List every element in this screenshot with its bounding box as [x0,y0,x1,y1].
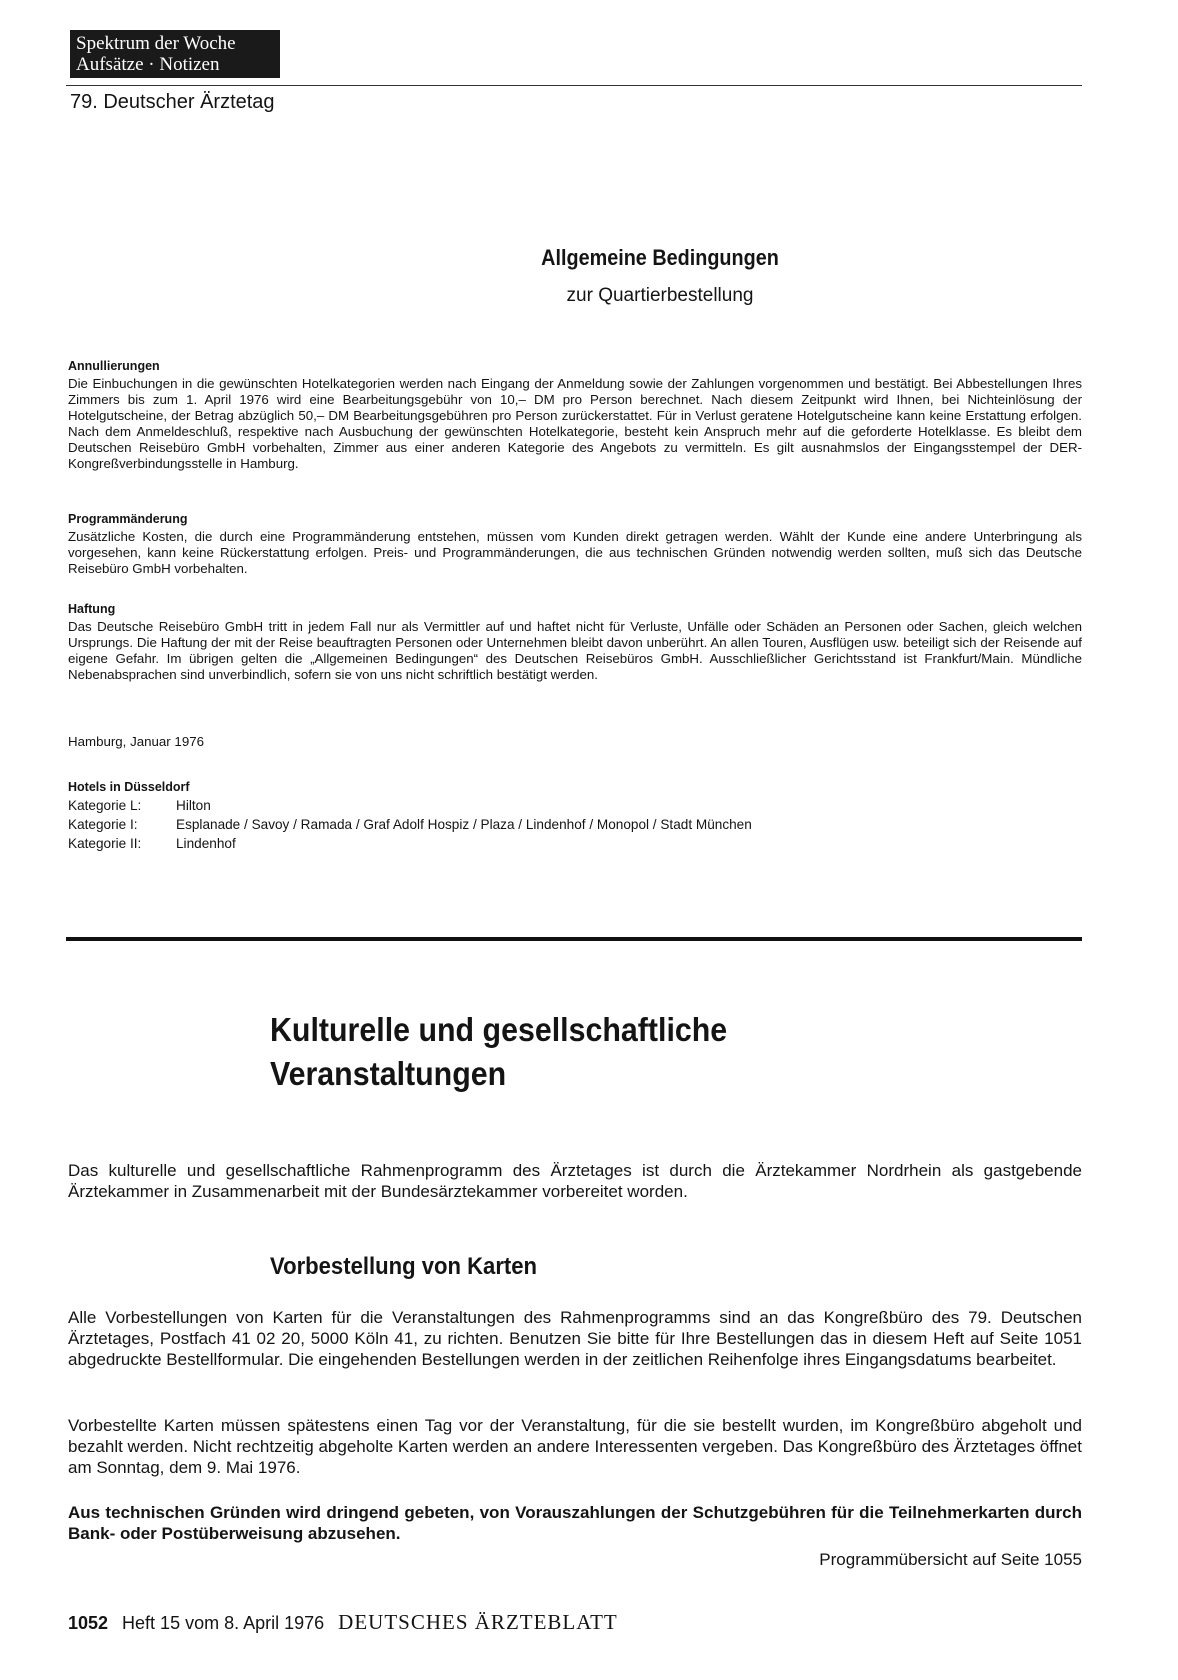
hotel-list [68,778,752,853]
section-haftung [68,601,1082,683]
hotel-names: Esplanade / Savoy / Ramada / Graf Adolf Hospiz / Plaza / Lindenhof / Monopol / Stadt München [176,817,752,832]
place-date-text: Hamburg, Januar 1976 [68,734,205,749]
events-title-line2: Veranstaltungen [270,1055,507,1092]
section-label-line2: Aufsätze · Notizen [76,54,220,75]
payment-notice: Aus technischen Gründen wird dringend gebeten, von Vorauszahlungen der Schutzgebühren für die Teilnehmerkarten durch Bank- oder Postüberweisung abzusehen. [68,1503,1082,1543]
section-heading: Annullierungen [68,359,160,373]
tickets-subtitle: Vorbestellung von Karten [270,1253,538,1280]
place-date [68,734,1082,750]
section-text: Die Einbuchungen in die gewünschten Hotelkategorien werden nach Eingang der Anmeldung sowie der Zahlungen vorgenommen und bestätigt. Bei Abbestellungen Ihres Zimmers bis zum 1. April 1976 wird eine Bearbeitungsgebühr von 10,– DM pro Person berechnet. Nach diesem Zeitpunkt wird Ihnen, bei Nichteinlösung der Hotelgutscheine, der Betrag abzüglich 50,– DM Bearbeitungsgebühren pro Person zurückerstattet. Für in Verlust geratene Hotelgutscheine kann keine Erstattung erfolgen. Nach dem Anmeldeschluß, respektive nach Ausbuchung der gewünschten Hotelkategorie, besteht kein Anspruch mehr auf die geforderte Hotelklasse. Es bleibt dem Deutschen Reisebüro GmbH vorbehalten, Zimmer aus einer anderen Kategorie des Angebots zu vermitteln. Es gilt ausnahmslos der Eingangsstempel der DER-Kongreßverbindungsstelle in Hamburg. [68,376,1082,471]
conditions-title: Allgemeine Bedingungen [541,245,779,270]
page-footer [68,1610,618,1635]
program-reference: Programmübersicht auf Seite 1055 [819,1550,1082,1569]
hotel-category: Kategorie L: [68,798,142,813]
tickets-paragraph-2: Vorbestellte Karten müssen spätestens einen Tag vor der Veranstaltung, für die sie bestellt wurden, im Kongreßbüro abgeholt und bezahlt werden. Nicht rechtzeitig abgeholte Karten werden an andere Interessenten vergeben. Das Kongreßbüro des Ärztetages öffnet am Sonntag, dem 9. Mai 1976. [68,1416,1082,1477]
hotel-category: Kategorie I: [68,817,138,832]
hotel-row [68,834,752,853]
hotel-category: Kategorie II: [68,836,142,851]
section-programmaenderung [68,511,1082,577]
hotel-names: Hilton [176,798,211,813]
section-text: Das Deutsche Reisebüro GmbH tritt in jedem Fall nur als Vermittler auf und haftet nicht für Verluste, Unfälle oder Schäden an Personen oder Sachen, gleich welchen Ursprungs. Die Haftung der mit der Reise beauftragten Personen oder Unternehmen bleibt davon unberührt. An allen Touren, Ausflügen usw. beteiligt sich der Reisende auf eigene Gefahr. Im übrigen gelten die „Allgemeinen Bedingungen“ des Deutschen Reisebüros GmbH. Ausschließlicher Gerichtsstand ist Frankfurt/Main. Mündliche Nebenabsprachen sind unverbindlich, sofern sie von uns nicht schriftlich bestätigt werden. [68,619,1082,682]
hotel-row [68,815,752,834]
events-intro: Das kulturelle und gesellschaftliche Rahmenprogramm des Ärztetages ist durch die Ärztekammer Nordrhein als gastgebende Ärztekammer in Zusammenarbeit mit der Bundesärztekammer vorbereitet worden. [68,1161,1082,1201]
section-heading: Haftung [68,602,116,616]
issue-info: Heft 15 vom 8. April 1976 [122,1613,325,1633]
hotel-names: Lindenhof [176,836,236,851]
events-title-line1: Kulturelle und gesellschaftliche [270,1011,728,1048]
section-label-line1: Spektrum der Woche [76,33,236,54]
hotel-list-heading: Hotels in Düsseldorf [68,780,190,794]
hotel-row [68,796,752,815]
events-title [270,1008,914,1096]
tickets-paragraph-1: Alle Vorbestellungen von Karten für die Veranstaltungen des Rahmenprogramms sind an das Kongreßbüro des 79. Deutschen Ärztetages, Postfach 41 02 20, 5000 Köln 41, zu richten. Benutzen Sie bitte für Ihre Bestellungen das in diesem Heft auf Seite 1051 abgedruckte Bestellformular. Die eingehenden Bestellungen werden in der zeitlichen Reihenfolge ihres Eingangsdatums bearbeitet. [68,1308,1082,1369]
section-text: Zusätzliche Kosten, die durch eine Programmänderung entstehen, müssen vom Kunden direkt getragen werden. Wählt der Kunde eine andere Unterbringung als vorgesehen, kann keine Rückerstattung erfolgen. Preis- und Programmänderungen, die aus technischen Gründen notwendig werden sollten, muß sich das Deutsche Reisebüro GmbH vorbehalten. [68,529,1082,576]
header-divider [66,85,1082,86]
running-title: 79. Deutscher Ärztetag [70,91,275,113]
section-annullierungen [68,358,1082,472]
section-heading: Programmänderung [68,512,188,526]
journal-name: DEUTSCHES ÄRZTEBLATT [338,1610,618,1634]
section-label-box [70,30,280,78]
page-number: 1052 [68,1613,109,1633]
section-divider [66,937,1082,941]
conditions-subtitle: zur Quartierbestellung [566,285,754,306]
